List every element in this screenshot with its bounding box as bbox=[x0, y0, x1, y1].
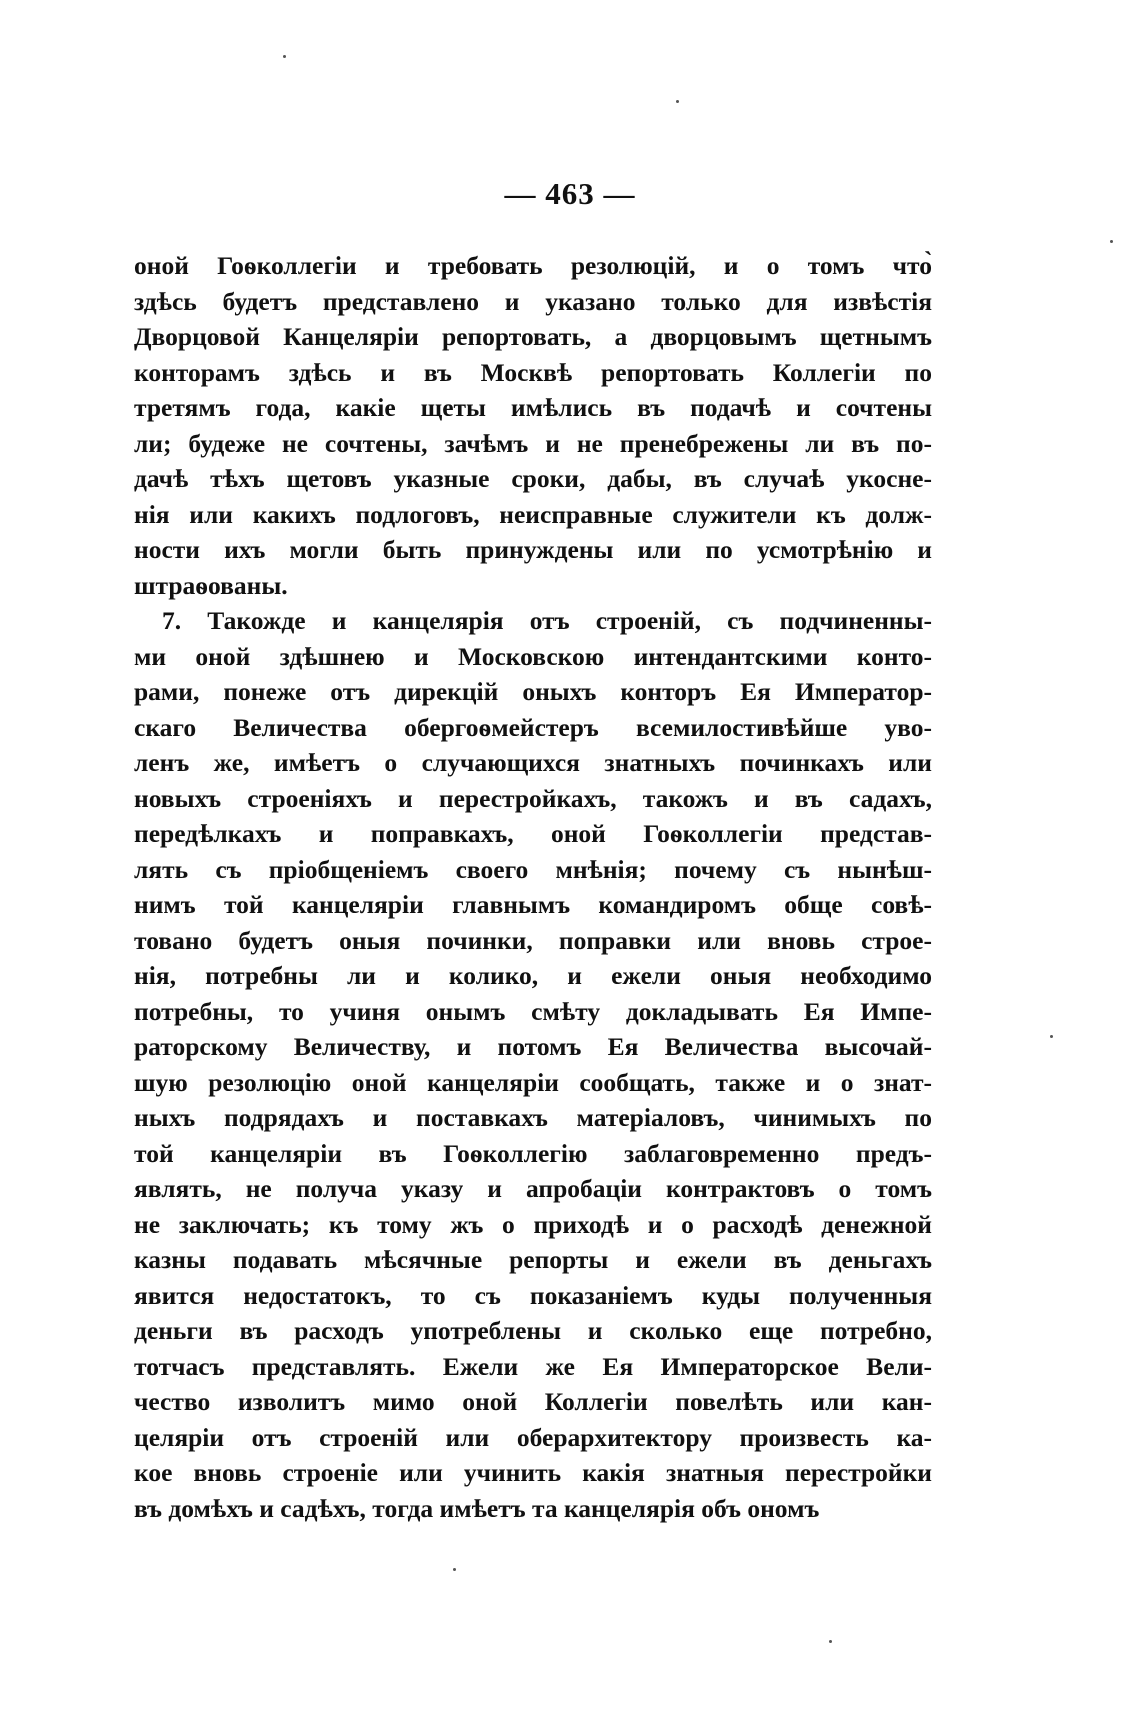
text-line: являть, не получа указу и апробаціи контрактовъ о томъ bbox=[134, 1174, 932, 1203]
text-line: ли; будеже не сочтены, зачѣмъ и не пренебрежены ли въ по- bbox=[134, 428, 932, 458]
text-line: дачѣ тѣхъ щетовъ указные сроки, дабы, въ случаѣ укосне- bbox=[134, 464, 932, 493]
scan-speck bbox=[829, 1640, 832, 1643]
text-line: товано будетъ оныя починки, поправки или вновь строе- bbox=[134, 925, 932, 955]
paragraph-start-line: 7. Такожде и канцелярія отъ строеній, съ подчиненны- bbox=[162, 606, 932, 635]
scan-speck bbox=[1050, 1035, 1053, 1038]
text-line: кое вновь строеніе или учинить какія знатныя перестройки bbox=[134, 1458, 932, 1487]
scan-speck bbox=[283, 55, 286, 58]
text-line: шую резолюцію оной канцеляріи сообщать, также и о знат- bbox=[134, 1067, 932, 1097]
text-line: скаго Величества обергоѳмейстеръ всемилостивѣйше уво- bbox=[134, 712, 932, 742]
text-line: ныхъ подрядахъ и поставкахъ матеріаловъ, чинимыхъ по bbox=[134, 1103, 932, 1132]
text-line: потребны, то учиня онымъ смѣту докладывать Ея Импе- bbox=[134, 996, 932, 1026]
text-line: явится недостатокъ, то съ показаніемъ куды полученныя bbox=[134, 1280, 932, 1310]
text-line: нимъ той канцеляріи главнымъ командиромъ обще совѣ- bbox=[134, 890, 932, 919]
scan-speck bbox=[1110, 240, 1113, 243]
text-line: передѣлкахъ и поправкахъ, оной Гоѳколлегіи представ- bbox=[134, 819, 932, 848]
text-line: нія, потребны ли и колико, и ежели оныя необходимо bbox=[134, 961, 932, 990]
text-line: той канцеляріи въ Гоѳколлегію заблаговременно предъ- bbox=[134, 1138, 932, 1168]
text-line: штраѳованы. bbox=[134, 570, 288, 600]
text-line: ленъ же, имѣетъ о случающихся знатныхъ починкахъ или bbox=[134, 748, 932, 777]
text-line: чество изволитъ мимо оной Коллегіи повелѣть или кан- bbox=[134, 1387, 932, 1416]
text-line: нія или какихъ подлоговъ, неисправные служители къ долж- bbox=[134, 499, 932, 529]
text-line: ми оной здѣшнею и Московскою интендантскими конто- bbox=[134, 641, 932, 671]
text-line: ности ихъ могли быть принуждены или по усмотрѣнію и bbox=[134, 535, 932, 564]
scan-speck bbox=[453, 1568, 456, 1571]
text-line: оной Гоѳколлегіи и требовать резолюцій, и о томъ что̀ bbox=[134, 251, 932, 280]
text-line: тотчасъ представлять. Ежели же Ея Императорское Вели- bbox=[134, 1351, 932, 1381]
text-line: рами, понеже отъ дирекцій оныхъ конторъ Ея Император- bbox=[134, 677, 932, 706]
text-line: раторскому Величеству, и потомъ Ея Величества высочай- bbox=[134, 1032, 932, 1061]
text-line: лять съ пріобщеніемъ своего мнѣнія; почему съ нынѣш- bbox=[134, 854, 932, 884]
text-line: въ домѣхъ и садѣхъ, тогда имѣетъ та канцелярія объ ономъ bbox=[134, 1493, 820, 1523]
page-number: — 463 — bbox=[504, 176, 636, 211]
text-line: казны подавать мѣсячные репорты и ежели въ деньгахъ bbox=[134, 1245, 932, 1274]
text-line: не заключать; къ тому жъ о приходѣ и о расходѣ денежной bbox=[134, 1209, 932, 1239]
text-line: целяріи отъ строеній или оберархитектору произвесть ка- bbox=[134, 1422, 932, 1452]
text-line: новыхъ строеніяхъ и перестройкахъ, такожъ и въ садахъ, bbox=[134, 783, 932, 813]
text-line: третямъ года, какіе щеты имѣлись въ подачѣ и сочтены bbox=[134, 393, 932, 422]
scan-speck bbox=[676, 100, 679, 103]
text-line: Дворцовой Канцеляріи репортовать, а дворцовымъ щетнымъ bbox=[134, 322, 932, 351]
text-line: здѣсь будетъ представлено и указано только для извѣстія bbox=[134, 286, 932, 316]
text-line: конторамъ здѣсь и въ Москвѣ репортовать Коллегіи по bbox=[134, 357, 932, 387]
text-line: деньги въ расходъ употреблены и сколько еще потребно, bbox=[134, 1316, 932, 1345]
body-text bbox=[134, 248, 932, 1526]
